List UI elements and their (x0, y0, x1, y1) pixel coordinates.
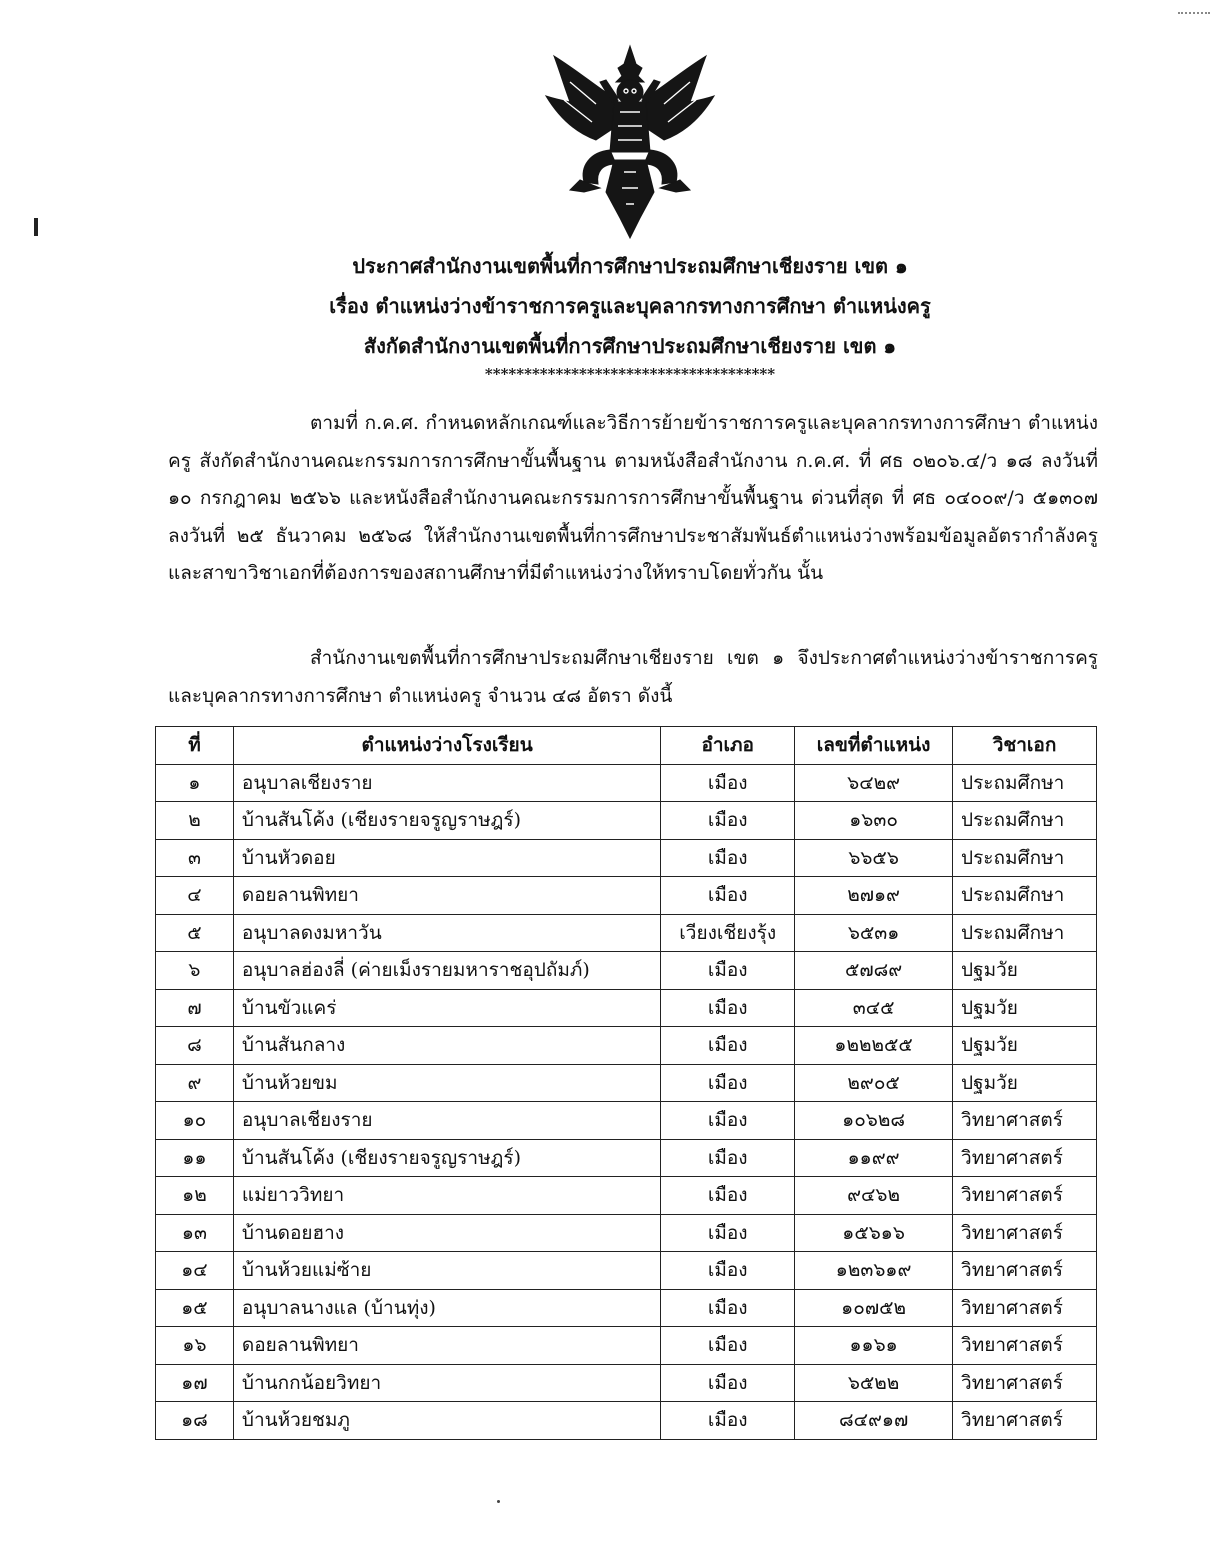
cell-school: บ้านกกน้อยวิทยา (233, 1364, 660, 1402)
cell-school: อนุบาลเชียงราย (233, 1102, 660, 1140)
cell-major: วิทยาศาสตร์ (953, 1289, 1097, 1327)
cell-district: เมือง (661, 989, 795, 1027)
announcement-subject: เรื่อง ตำแหน่งว่างข้าราชการครูและบุคลากรทางการศึกษา ตำแหน่งครู (329, 294, 931, 318)
table-row (156, 802, 1097, 840)
cell-district: เมือง (661, 1064, 795, 1102)
cell-major: วิทยาศาสตร์ (953, 1177, 1097, 1215)
cell-school: อนุบาลนางแล (บ้านทุ่ง) (233, 1289, 660, 1327)
cell-no: ๘ (156, 1027, 234, 1065)
scan-mark-corner (1178, 12, 1210, 24)
cell-district: เมือง (661, 1102, 795, 1140)
cell-school: ดอยลานพิทยา (233, 877, 660, 915)
announcement-affiliation: สังกัดสำนักงานเขตพื้นที่การศึกษาประถมศึกษาเชียงราย เขต ๑ (363, 334, 897, 358)
cell-school: แม่ยาววิทยา (233, 1177, 660, 1215)
cell-district: เมือง (661, 877, 795, 915)
cell-school: บ้านขัวแคร่ (233, 989, 660, 1027)
cell-no: ๖ (156, 952, 234, 990)
table-row (156, 1102, 1097, 1140)
cell-school: อนุบาลดงมหาวัน (233, 914, 660, 952)
cell-major: ปฐมวัย (953, 952, 1097, 990)
cell-position-number: ๑๑๖๑ (795, 1327, 953, 1365)
body-paragraph-1 (168, 405, 1098, 593)
cell-position-number: ๑๐๖๒๘ (795, 1102, 953, 1140)
table-row (156, 877, 1097, 915)
cell-school: อนุบาลเชียงราย (233, 764, 660, 802)
header-position-number: เลขที่ตำแหน่ง (795, 727, 953, 765)
cell-major: ปฐมวัย (953, 1064, 1097, 1102)
table-row (156, 1402, 1097, 1440)
cell-district: เมือง (661, 802, 795, 840)
cell-major: ปฐมวัย (953, 1027, 1097, 1065)
cell-no: ๑๐ (156, 1102, 234, 1140)
cell-no: ๕ (156, 914, 234, 952)
cell-no: ๙ (156, 1064, 234, 1102)
cell-no: ๔ (156, 877, 234, 915)
cell-position-number: ๑๒๒๒๕๕ (795, 1027, 953, 1065)
announcement-title: ประกาศสำนักงานเขตพื้นที่การศึกษาประถมศึกษาเชียงราย เขต ๑ (352, 254, 908, 278)
table-row (156, 952, 1097, 990)
cell-position-number: ๖๖๕๖ (795, 839, 953, 877)
cell-district: เมือง (661, 952, 795, 990)
cell-district: เมือง (661, 1139, 795, 1177)
table-row (156, 839, 1097, 877)
separator-line: ************************************* (484, 365, 776, 383)
cell-position-number: ๑๐๗๕๒ (795, 1289, 953, 1327)
cell-major: วิทยาศาสตร์ (953, 1402, 1097, 1440)
cell-school: บ้านห้วยขม (233, 1064, 660, 1102)
cell-no: ๑๑ (156, 1139, 234, 1177)
cell-no: ๒ (156, 802, 234, 840)
cell-major: วิทยาศาสตร์ (953, 1102, 1097, 1140)
cell-major: ประถมศึกษา (953, 764, 1097, 802)
cell-no: ๑๘ (156, 1402, 234, 1440)
cell-major: ปฐมวัย (953, 989, 1097, 1027)
cell-position-number: ๑๒๓๖๑๙ (795, 1252, 953, 1290)
cell-school: บ้านห้วยแม่ซ้าย (233, 1252, 660, 1290)
paragraph-1-text: ตามที่ ก.ค.ศ. กำหนดหลักเกณฑ์และวิธีการย้ายข้าราชการครูและบุคลากรทางการศึกษา ตำแหน่งครู สังกัดสำนักงานคณะกรรมการการศึกษาขั้นพื้นฐาน ตามหนังสือสำนักงาน ก.ค.ศ. ที่ ศธ ๐๒๐๖.๔/ว ๑๘ ลงวันที่ ๑๐ กรกฎาคม ๒๕๖๖ และหนังสือสำนักงานคณะกรรมการการศึกษาขั้นพื้นฐาน ด่วนที่สุด ที่ ศธ ๐๔๐๐๙/ว ๕๑๓๐๗ ลงวันที่ ๒๕ ธันวาคม ๒๕๖๘ ให้สำนักงานเขตพื้นที่การศึกษาประชาสัมพันธ์ตำแหน่งว่างพร้อมข้อมูลอัตรากำลังครูและสาขาวิชาเอกที่ต้องการของสถานศึกษาที่มีตำแหน่งว่างให้ทราบโดยทั่วกัน นั้น (168, 412, 1098, 584)
table-row (156, 1064, 1097, 1102)
header-school: ตำแหน่งว่างโรงเรียน (233, 727, 660, 765)
table-row (156, 1027, 1097, 1065)
cell-position-number: ๑๑๙๙ (795, 1139, 953, 1177)
body-paragraph-2 (168, 640, 1098, 715)
cell-district: เมือง (661, 1177, 795, 1215)
paragraph-2-text: สำนักงานเขตพื้นที่การศึกษาประถมศึกษาเชียงราย เขต ๑ จึงประกาศตำแหน่งว่างข้าราชการครูและบุคลากรทางการศึกษา ตำแหน่งครู จำนวน ๔๘ อัตรา ดังนี้ (168, 647, 1098, 707)
cell-major: วิทยาศาสตร์ (953, 1327, 1097, 1365)
cell-no: ๑๒ (156, 1177, 234, 1215)
cell-major: วิทยาศาสตร์ (953, 1252, 1097, 1290)
cell-district: เมือง (661, 764, 795, 802)
cell-school: บ้านหัวดอย (233, 839, 660, 877)
table-row (156, 764, 1097, 802)
cell-no: ๑๖ (156, 1327, 234, 1365)
table-row (156, 989, 1097, 1027)
cell-district: เมือง (661, 839, 795, 877)
cell-district: เมือง (661, 1364, 795, 1402)
cell-major: ประถมศึกษา (953, 802, 1097, 840)
table-row (156, 1364, 1097, 1402)
cell-school: บ้านสันโค้ง (เชียงรายจรูญราษฎร์) (233, 1139, 660, 1177)
cell-school: บ้านสันกลาง (233, 1027, 660, 1065)
cell-no: ๑๓ (156, 1214, 234, 1252)
cell-district: เมือง (661, 1027, 795, 1065)
cell-major: ประถมศึกษา (953, 839, 1097, 877)
table-row (156, 1289, 1097, 1327)
header-no: ที่ (156, 727, 234, 765)
cell-position-number: ๓๔๕ (795, 989, 953, 1027)
cell-no: ๑๔ (156, 1252, 234, 1290)
table-row (156, 914, 1097, 952)
cell-position-number: ๘๔๙๑๗ (795, 1402, 953, 1440)
cell-district: เมือง (661, 1327, 795, 1365)
scan-mark-left (34, 218, 38, 236)
cell-district: เมือง (661, 1402, 795, 1440)
cell-district: เมือง (661, 1214, 795, 1252)
cell-position-number: ๖๕๒๒ (795, 1364, 953, 1402)
cell-major: ประถมศึกษา (953, 914, 1097, 952)
cell-no: ๑๗ (156, 1364, 234, 1402)
table-row (156, 1252, 1097, 1290)
table-header-row (156, 727, 1097, 765)
cell-no: ๗ (156, 989, 234, 1027)
cell-district: เมือง (661, 1289, 795, 1327)
cell-position-number: ๑๖๓๐ (795, 802, 953, 840)
cell-school: บ้านดอยฮาง (233, 1214, 660, 1252)
cell-district: เวียงเชียงรุ้ง (661, 914, 795, 952)
cell-school: อนุบาลฮ่องลี่ (ค่ายเม็งรายมหาราชอุปถัมภ์) (233, 952, 660, 990)
cell-school: ดอยลานพิทยา (233, 1327, 660, 1365)
cell-major: วิทยาศาสตร์ (953, 1214, 1097, 1252)
cell-position-number: ๕๗๘๙ (795, 952, 953, 990)
cell-position-number: ๑๕๖๑๖ (795, 1214, 953, 1252)
cell-major: วิทยาศาสตร์ (953, 1139, 1097, 1177)
scan-speck (497, 1500, 500, 1503)
cell-position-number: ๙๔๖๒ (795, 1177, 953, 1215)
header-district: อำเภอ (661, 727, 795, 765)
table-row (156, 1139, 1097, 1177)
cell-position-number: ๖๔๒๙ (795, 764, 953, 802)
cell-major: วิทยาศาสตร์ (953, 1364, 1097, 1402)
header-major: วิชาเอก (953, 727, 1097, 765)
cell-district: เมือง (661, 1252, 795, 1290)
cell-position-number: ๒๙๐๕ (795, 1064, 953, 1102)
table-row (156, 1177, 1097, 1215)
cell-school: บ้านห้วยชมภู (233, 1402, 660, 1440)
cell-no: ๑ (156, 764, 234, 802)
table-row (156, 1327, 1097, 1365)
cell-position-number: ๒๗๑๙ (795, 877, 953, 915)
cell-no: ๑๕ (156, 1289, 234, 1327)
cell-position-number: ๖๕๓๑ (795, 914, 953, 952)
garuda-emblem-icon (540, 42, 720, 242)
vacancy-table (155, 726, 1097, 1440)
cell-no: ๓ (156, 839, 234, 877)
cell-school: บ้านสันโค้ง (เชียงรายจรูญราษฎร์) (233, 802, 660, 840)
cell-major: ประถมศึกษา (953, 877, 1097, 915)
table-row (156, 1214, 1097, 1252)
